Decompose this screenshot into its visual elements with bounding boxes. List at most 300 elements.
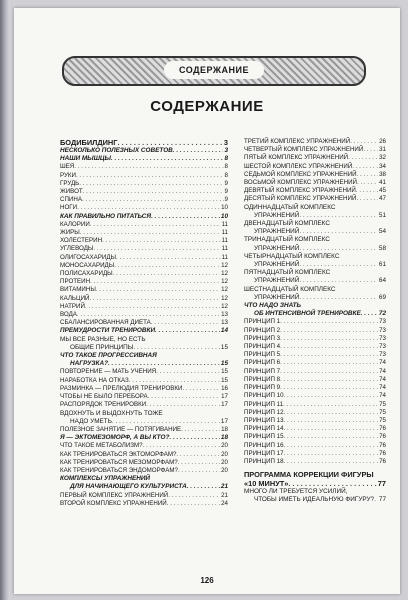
toc-leader-dots <box>288 479 376 488</box>
toc-leader-dots <box>284 409 379 417</box>
toc-leader-dots <box>155 327 220 335</box>
page-number: 126 <box>200 576 214 585</box>
toc-entry <box>60 393 228 401</box>
toc-entry <box>60 163 228 171</box>
toc-leader-dots <box>280 327 378 335</box>
toc-entry-page: 54 <box>378 228 386 236</box>
toc-entry <box>244 154 386 162</box>
toc-leader-dots <box>102 237 220 245</box>
toc-entry-title: ПРИНЦИП 10 <box>244 392 284 400</box>
toc-entry <box>60 385 228 393</box>
toc-entry-title: СЕДЬМОЙ КОМПЛЕКС УПРАЖНЕНИЙ <box>244 170 357 178</box>
toc-entry-page: 69 <box>378 293 386 301</box>
toc-entry-title: ПРЕМУДРОСТИ ТРЕНИРОВКИ <box>60 327 156 335</box>
toc-entry-page: 73 <box>379 343 386 351</box>
toc-entry-title: КАЛЬЦИЙ <box>60 294 90 302</box>
toc-entry-title: БОДИБИЛДИНГ <box>60 138 118 147</box>
toc-entry-page: 9 <box>224 179 228 187</box>
toc-entry <box>244 327 386 335</box>
toc-entry-title: ЖИВОТ <box>60 188 83 196</box>
toc-entry <box>60 138 228 147</box>
toc-entry-page: 76 <box>379 457 386 465</box>
toc-entry <box>60 327 228 335</box>
toc-leader-dots <box>280 335 378 343</box>
toc-entry <box>60 245 228 253</box>
toc-entry-page: 32 <box>379 154 386 162</box>
toc-entry <box>244 376 386 384</box>
toc-entry-title: ЧЕТВЕРТЫЙ КОМПЛЕКС УПРАЖНЕНИЙ <box>244 146 364 154</box>
toc-entry-page: 41 <box>379 179 386 187</box>
toc-entry-page: 75 <box>379 416 386 424</box>
toc-entry-page: 11 <box>221 229 228 237</box>
toc-entry <box>60 319 228 327</box>
toc-entry-page: 64 <box>378 277 386 285</box>
toc-entry-title: ПРИНЦИП 2 <box>244 326 281 334</box>
toc-heading-line: ДВЕНАДЦАТЫЙ КОМПЛЕКС <box>244 220 330 228</box>
toc-leader-dots <box>356 187 378 195</box>
toc-entry <box>60 442 228 450</box>
toc-entry-page: 47 <box>379 195 386 203</box>
toc-entry-title: ЧТОБЫ НЕ БЫЛО ПЕРЕБОРА <box>60 393 148 401</box>
toc-entry-page: 20 <box>221 466 228 474</box>
toc-entry-page: 74 <box>379 384 386 392</box>
toc-entry <box>60 311 228 319</box>
toc-entry-page: 76 <box>379 441 386 449</box>
toc-leader-dots <box>113 270 220 278</box>
toc-entry-title: ПРИНЦИП 17 <box>244 449 284 457</box>
toc-entry-page: 26 <box>379 138 386 145</box>
toc-leader-dots <box>114 262 220 270</box>
toc-entry-title: УПРАЖНЕНИЙ <box>254 211 300 219</box>
toc-entry <box>244 425 386 433</box>
toc-entry <box>60 483 228 491</box>
toc-entry <box>244 479 386 488</box>
toc-entry <box>244 343 386 351</box>
toc-entry-page: 8 <box>224 171 228 179</box>
toc-entry-title: НАРАБОТКА НА ОТКАЗ <box>60 376 129 384</box>
toc-entry-title: НАГРУЗКА? <box>70 360 108 368</box>
toc-entry-title: ЧТО ТАКОЕ МЕТАБОЛИЗМ? <box>60 442 143 450</box>
toc-entry-title: НАТРИЙ <box>60 302 85 310</box>
toc-entry-title: ХОЛЕСТЕРИН <box>60 237 103 245</box>
toc-entry-page: 11 <box>221 220 228 228</box>
toc-leader-dots <box>77 204 220 212</box>
toc-heading-line: ЧТО НАДО ЗНАТЬ <box>244 302 302 310</box>
toc-entry-page: 17 <box>221 401 228 409</box>
toc-entry-title: ПРИНЦИП 7 <box>244 367 281 375</box>
toc-entry-title: КАК ТРЕНИРОВАТЬСЯ ЭКТОМОРФАМ? <box>60 450 177 458</box>
toc-leader-dots <box>299 277 378 285</box>
toc-entry <box>244 318 386 326</box>
toc-entry <box>60 286 228 294</box>
toc-entry-title: ПРИНЦИП 9 <box>244 384 281 392</box>
toc-entry-page: 74 <box>379 359 386 367</box>
page-title: СОДЕРЖАНИЕ <box>150 98 264 115</box>
toc-entry-page: 74 <box>379 367 386 375</box>
toc-leader-dots <box>169 434 220 442</box>
toc-entry-page: 11 <box>221 245 228 253</box>
toc-leader-dots <box>284 417 379 425</box>
toc-entry-title: ПРИНЦИП 18 <box>244 457 284 465</box>
toc-entry-page: 45 <box>379 187 386 195</box>
toc-entry-title: «10 МИНУТ» <box>244 479 289 489</box>
toc-entry-title: ПРИНЦИП 14 <box>244 425 284 433</box>
toc-heading-line: ЧТО ТАКОЕ ПРОГРЕССИВНАЯ <box>60 352 157 360</box>
banner-title: СОДЕРЖАНИЕ <box>164 61 264 79</box>
toc-entry <box>60 434 228 442</box>
toc-leader-dots <box>89 295 220 303</box>
toc-heading-line: МНОГО ЛИ ТРЕБУЕТСЯ УСИЛИЙ, <box>244 488 348 496</box>
toc-entry-page: 13 <box>221 319 228 327</box>
toc-heading-line: ПРОГРАММА КОРРЕКЦИИ ФИГУРЫ <box>244 470 374 480</box>
toc-entry <box>244 392 386 400</box>
toc-entry-title: ПОВТОРЕНИЕ — МАТЬ УЧЕНИЯ <box>60 368 157 376</box>
toc-entry <box>60 229 228 237</box>
toc-entry-page: 15 <box>220 343 228 351</box>
toc-leader-dots <box>85 303 220 311</box>
toc-entry-title: ПРИНЦИП 16 <box>244 441 284 449</box>
toc-entry <box>244 384 386 392</box>
toc-entry <box>60 213 228 221</box>
toc-leader-dots <box>356 195 378 203</box>
toc-leader-dots <box>143 442 221 450</box>
toc-heading-line: ШЕСТНАДЦАТЫЙ КОМПЛЕКС <box>244 285 336 293</box>
toc-entry-title: УГЛЕВОДЫ <box>60 245 94 253</box>
toc-entry-page: 73 <box>379 318 386 326</box>
toc-entry-page: 24 <box>221 499 228 507</box>
toc-leader-dots <box>148 393 220 401</box>
toc-entry <box>60 492 228 500</box>
toc-entry-title: НАШИ МЫШЦЫ <box>60 155 111 163</box>
toc-entry-page: 73 <box>379 326 386 334</box>
toc-entry-page: 17 <box>221 393 228 401</box>
toc-entry-title: СБАЛАНСИРОВАННАЯ ДИЕТА <box>60 319 151 327</box>
toc-entry-page: 10 <box>220 212 228 220</box>
toc-entry-title: ПРИНЦИП 3 <box>244 334 281 342</box>
toc-entry-page: 74 <box>379 392 386 400</box>
toc-entry-title: ШЕЯ <box>60 163 75 171</box>
toc-entry <box>244 458 386 466</box>
toc-entry-title: ПРИНЦИП 13 <box>244 416 284 424</box>
toc-heading-line: МЫ ВСЕ РАЗНЫЕ, НО ЕСТЬ <box>60 335 146 343</box>
toc-entry-title: ВИТАМИНЫ <box>60 286 96 294</box>
toc-leader-dots <box>284 433 379 441</box>
toc-entry-title: ГРУДЬ <box>60 179 80 187</box>
toc-entry-page: 11 <box>221 237 228 245</box>
toc-entry-title: ОЛИГОСАХАРИДЫ <box>60 253 117 261</box>
toc-entry-page: 18 <box>220 434 228 442</box>
toc-entry-title: КАЛОРИИ <box>60 220 90 228</box>
toc-entry-page: 9 <box>224 188 228 196</box>
toc-entry-title: ПЯТЫЙ КОМПЛЕКС УПРАЖНЕНИЙ <box>244 154 349 162</box>
toc-entry-title: ЧТОБЫ ИМЕТЬ ИДЕАЛЬНУЮ ФИГУРУ? <box>254 496 375 504</box>
toc-leader-dots <box>178 459 220 467</box>
toc-leader-dots <box>108 360 220 368</box>
toc-entry <box>60 155 228 163</box>
toc-leader-dots <box>151 319 220 327</box>
toc-entry-title: УПРАЖНЕНИЙ <box>254 244 300 252</box>
toc-entry <box>244 138 386 146</box>
toc-entry-page: 18 <box>221 425 228 433</box>
toc-entry <box>244 212 386 220</box>
toc-entry <box>244 335 386 343</box>
toc-entry-title: КАК ПРАВИЛЬНО ПИТАТЬСЯ <box>60 212 152 220</box>
toc-entry-page: 76 <box>379 433 386 441</box>
toc-entry <box>60 401 228 409</box>
toc-leader-dots <box>80 229 221 237</box>
toc-heading-line: КОМПЛЕКСЫ УПРАЖНЕНИЙ <box>60 475 151 483</box>
toc-entry-page: 9 <box>224 196 228 204</box>
toc-entry <box>60 344 228 352</box>
toc-entry <box>60 254 228 262</box>
toc-entry-page: 74 <box>379 375 386 383</box>
toc-heading-line: ВДОХНУТЬ И ВЫДОХНУТЬ ТОЖЕ <box>60 409 163 417</box>
toc-entry-page: 16 <box>221 384 228 392</box>
toc-entry-title: УПРАЖНЕНИЙ <box>254 228 300 236</box>
toc-leader-dots <box>168 492 220 500</box>
toc-entry-page: 20 <box>221 450 228 458</box>
toc-entry-title: МОНОСАХАРИДЫ <box>60 261 115 269</box>
toc-leader-dots <box>280 318 378 326</box>
toc-leader-dots <box>129 377 220 385</box>
toc-entry-page: 11 <box>221 253 228 261</box>
toc-entry <box>60 303 228 311</box>
toc-entry-page: 15 <box>221 376 228 384</box>
toc-leader-dots <box>83 188 224 196</box>
toc-leader-dots <box>112 418 220 426</box>
toc-leader-dots <box>299 245 378 253</box>
toc-entry <box>60 368 228 376</box>
toc-column-right <box>244 138 386 505</box>
toc-entry <box>244 401 386 409</box>
toc-entry-page: 15 <box>220 360 228 368</box>
toc-entry-title: ВОДА <box>60 311 77 319</box>
toc-entry-page: 34 <box>379 162 386 170</box>
toc-entry-page: 3 <box>224 147 228 154</box>
toc-leader-dots <box>280 351 378 359</box>
toc-column-left <box>60 138 228 508</box>
toc-entry <box>244 294 386 302</box>
toc-leader-dots <box>280 376 378 384</box>
toc-leader-dots <box>133 344 219 352</box>
toc-entry-page: 12 <box>221 302 228 310</box>
toc-leader-dots <box>361 310 378 318</box>
toc-entry <box>244 277 386 285</box>
toc-entry-title: ПРИНЦИП 1 <box>244 318 281 326</box>
toc-entry-page: 58 <box>378 244 386 252</box>
toc-entry <box>60 180 228 188</box>
toc-leader-dots <box>284 392 379 400</box>
toc-entry-page: 3 <box>223 138 228 147</box>
toc-leader-dots <box>77 311 220 319</box>
toc-heading-line: ЧЕТЫРНАДЦАТЫЙ КОМПЛЕКС <box>244 252 340 260</box>
toc-entry-title: ДЕСЯТЫЙ КОМПЛЕКС УПРАЖНЕНИЙ <box>244 195 357 203</box>
toc-leader-dots <box>111 155 224 163</box>
toc-entry-title: ВОСЬМОЙ КОМПЛЕКС УПРАЖНЕНИЙ <box>244 179 358 187</box>
toc-entry <box>60 295 228 303</box>
toc-entry-title: ДЕВЯТЫЙ КОМПЛЕКС УПРАЖНЕНИЙ <box>244 187 356 195</box>
toc-entry-page: 73 <box>379 351 386 359</box>
toc-leader-dots <box>280 359 378 367</box>
toc-leader-dots <box>182 385 220 393</box>
toc-entry-page: 12 <box>221 286 228 294</box>
toc-leader-dots <box>76 172 224 180</box>
toc-entry-title: ПРОТЕИН <box>60 278 91 286</box>
toc-entry-page: 76 <box>379 449 386 457</box>
toc-entry <box>244 179 386 187</box>
toc-leader-dots <box>299 212 378 220</box>
toc-heading-line: ТРИНАДЦАТЫЙ КОМПЛЕКС <box>244 236 330 244</box>
toc-entry <box>60 237 228 245</box>
toc-entry <box>60 418 228 426</box>
toc-entry-title: СПИНА <box>60 196 82 204</box>
toc-entry-page: 15 <box>221 368 228 376</box>
toc-entry <box>244 496 386 504</box>
toc-entry <box>244 245 386 253</box>
toc-entry-page: 72 <box>378 310 386 318</box>
toc-leader-dots <box>96 286 220 294</box>
toc-entry <box>244 417 386 425</box>
toc-leader-dots <box>283 401 378 409</box>
toc-entry-title: ПРИНЦИП 12 <box>244 408 284 416</box>
toc-leader-dots <box>79 180 223 188</box>
book-page <box>14 8 400 594</box>
toc-entry-page: 14 <box>220 327 228 335</box>
toc-entry <box>60 451 228 459</box>
toc-heading-line: ПЯТНАДЦАТЫЙ КОМПЛЕКС <box>244 269 331 277</box>
toc-leader-dots <box>176 451 220 459</box>
toc-entry <box>60 278 228 286</box>
toc-entry-page: 77 <box>377 479 386 489</box>
toc-leader-dots <box>352 163 378 171</box>
toc-leader-dots <box>284 458 379 466</box>
toc-entry <box>244 442 386 450</box>
toc-entry-title: РУКИ <box>60 171 76 179</box>
toc-entry <box>60 500 228 508</box>
toc-leader-dots <box>284 450 379 458</box>
toc-entry-title: ПРИНЦИП 15 <box>244 433 284 441</box>
toc-entry-title: ПОЛИСАХАРИДЫ <box>60 270 113 278</box>
toc-entry-page: 75 <box>379 400 386 408</box>
toc-entry <box>60 147 228 155</box>
toc-entry <box>60 221 228 229</box>
toc-entry-title: КАК ТРЕНИРОВАТЬСЯ ЭНДОМОРФАМ? <box>60 466 178 474</box>
toc-entry-page: 12 <box>221 270 228 278</box>
toc-entry <box>60 377 228 385</box>
toc-leader-dots <box>181 426 220 434</box>
toc-entry-page: 31 <box>379 146 386 154</box>
toc-leader-dots <box>82 196 224 204</box>
toc-leader-dots <box>93 245 220 253</box>
toc-entry-title: ДЛЯ НАЧИНАЮЩЕГО КУЛЬТУРИСТА <box>70 483 187 491</box>
toc-entry <box>60 196 228 204</box>
toc-entry-title: ПРИНЦИП 6 <box>244 359 281 367</box>
toc-leader-dots <box>116 254 221 262</box>
decorative-banner <box>62 56 366 86</box>
toc-entry <box>244 195 386 203</box>
toc-entry-page: 73 <box>379 334 386 342</box>
toc-entry <box>60 360 228 368</box>
toc-heading-line: ОДИННАДЦАТЫЙ КОМПЛЕКС <box>244 203 336 211</box>
toc-entry-title: ШЕСТОЙ КОМПЛЕКС УПРАЖНЕНИЙ <box>244 162 353 170</box>
toc-entry <box>244 351 386 359</box>
toc-entry <box>60 172 228 180</box>
toc-entry-page: 61 <box>378 261 386 269</box>
toc-entry-title: УПРАЖНЕНИЙ <box>254 261 300 269</box>
toc-entry <box>244 359 386 367</box>
toc-entry-title: Я — ЭКТОМЕЗОМОРФ, А ВЫ КТО? <box>60 434 170 442</box>
toc-entry-page: 10 <box>221 204 228 212</box>
toc-entry-page: 76 <box>379 425 386 433</box>
toc-entry <box>244 409 386 417</box>
toc-leader-dots <box>187 483 220 491</box>
toc-leader-dots <box>357 171 379 179</box>
toc-entry <box>60 188 228 196</box>
toc-leader-dots <box>348 154 378 162</box>
toc-leader-dots <box>74 163 223 171</box>
toc-entry-page: 20 <box>221 442 228 450</box>
toc-leader-dots <box>280 384 378 392</box>
toc-entry <box>244 368 386 376</box>
toc-entry-title: ЖИРЫ <box>60 229 80 237</box>
toc-entry-title: УПРАЖНЕНИЙ <box>254 293 300 301</box>
toc-entry <box>244 163 386 171</box>
book-binding-edge <box>0 0 10 600</box>
toc-entry-title: ОБ ИНТЕНСИВНОЙ ТРЕНИРОВКЕ <box>254 310 361 318</box>
toc-entry-page: 38 <box>379 170 386 178</box>
toc-entry-page: 8 <box>224 155 228 163</box>
toc-leader-dots <box>284 425 379 433</box>
toc-entry <box>244 310 386 318</box>
toc-entry <box>244 433 386 441</box>
toc-entry-page: 17 <box>220 417 228 425</box>
toc-leader-dots <box>280 343 378 351</box>
toc-leader-dots <box>156 368 220 376</box>
toc-leader-dots <box>167 500 220 508</box>
toc-entry-title: ПРИНЦИП 4 <box>244 343 281 351</box>
toc-entry-title: ПРИНЦИП 5 <box>244 351 281 359</box>
toc-entry <box>60 262 228 270</box>
toc-entry-title: РАЗМИНКА — ПРЕЛЮДИЯ ТРЕНИРОВКИ <box>60 384 183 392</box>
toc-leader-dots <box>363 146 378 154</box>
toc-entry-title: НЕСКОЛЬКО ПОЛЕЗНЫХ СОВЕТОВ <box>60 147 173 154</box>
toc-entry <box>244 171 386 179</box>
toc-entry <box>60 270 228 278</box>
toc-entry <box>60 204 228 212</box>
toc-entry-title: ВТОРОЙ КОМПЛЕКС УПРАЖНЕНИЙ <box>60 499 167 507</box>
toc-entry-page: 13 <box>221 311 228 319</box>
toc-entry <box>60 467 228 475</box>
toc-entry-title: ПЕРВЫЙ КОМПЛЕКС УПРАЖНЕНИЙ <box>60 491 169 499</box>
toc-entry-page: 77 <box>378 496 386 504</box>
toc-entry <box>60 426 228 434</box>
toc-leader-dots <box>90 221 221 229</box>
toc-entry <box>60 459 228 467</box>
toc-entry-title: РАСПОРЯДОК ТРЕНИРОВКИ <box>60 401 147 409</box>
toc-entry-title: ОБЩИЕ ПРИНЦИПЫ <box>70 343 134 351</box>
toc-entry-page: 20 <box>221 458 228 466</box>
toc-entry-page: 51 <box>378 211 386 219</box>
toc-entry <box>244 450 386 458</box>
toc-entry-title: КАК ТРЕНИРОВАТЬСЯ МЕЗОМОРФАМ? <box>60 458 178 466</box>
toc-leader-dots <box>146 401 220 409</box>
toc-leader-dots <box>178 467 220 475</box>
toc-entry-page: 8 <box>224 163 228 171</box>
toc-entry-page: 12 <box>221 261 228 269</box>
toc-leader-dots <box>173 147 224 155</box>
toc-entry-page: 12 <box>221 294 228 302</box>
toc-entry-page: 75 <box>379 408 386 416</box>
